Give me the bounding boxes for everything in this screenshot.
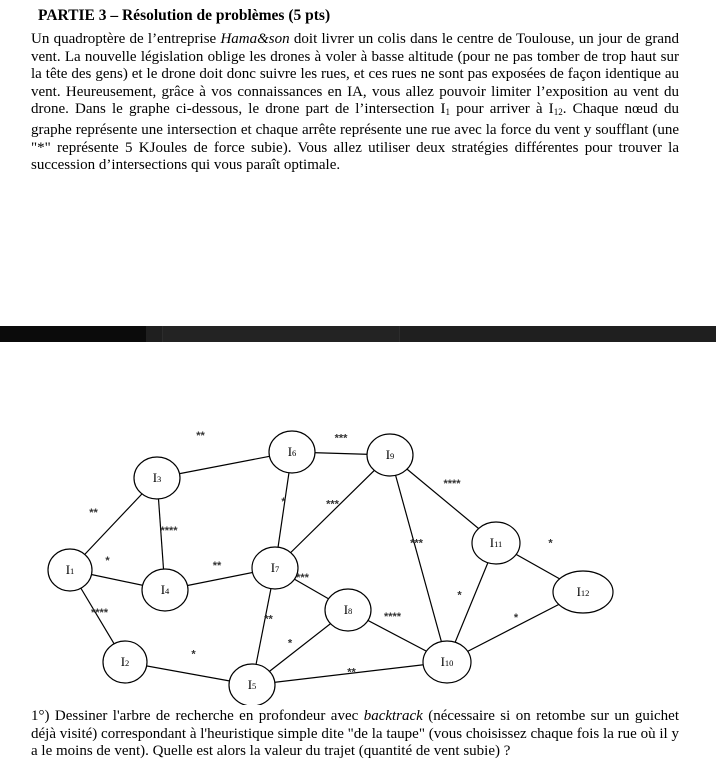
node-label-base: I [385, 447, 391, 462]
edge-weight-i4-i7: ** [212, 560, 222, 572]
node-label-base: I [247, 677, 253, 692]
intro-text-2: doit livrer un colis dans le centre de Toulouse, un jour de grand vent. La nouvelle législation oblige les drones à voler à basse altitude (pour ne pas tomber de trop haut sur la tête des gens) et le drone doit donc suivre les rues, et ces rues ne sont pas exposées de façon identique au vent. Heureusement, grâce à vos connaissances en IA, vous allez pouvoir limiter l’exposition au vent du drone. Dans le graphe ci-dessous, le drone part de l’intersection I [31, 31, 680, 118]
edge-weight-i7-i9: *** [326, 498, 339, 511]
node-label-subscript: 12 [580, 588, 590, 598]
end-node-subscript: 12 [553, 107, 563, 118]
nodes-layer [48, 431, 613, 705]
dark-overlay-band [0, 326, 716, 342]
node-i5 [229, 664, 275, 705]
node-i10 [423, 641, 471, 683]
node-label-base: I [120, 654, 126, 669]
band-middle-segment [162, 326, 400, 342]
node-label-subscript: 6 [292, 448, 297, 458]
node-label-base: I [270, 560, 276, 575]
node-label-subscript: 8 [348, 606, 353, 616]
edge-weight-i8-i10: **** [383, 611, 402, 623]
node-label-subscript: 5 [252, 681, 257, 691]
company-name: Hama&son [220, 31, 290, 47]
band-left-segment [0, 326, 146, 342]
question-text-1: 1°) Dessiner l'arbre de recherche en profondeur avec [31, 708, 364, 724]
node-label-subscript: 9 [390, 451, 395, 461]
node-label-base: I [343, 602, 349, 617]
node-i3 [134, 457, 180, 499]
node-label-base: I [576, 584, 581, 599]
question-term: backtrack [363, 708, 423, 724]
node-i6 [269, 431, 315, 473]
edge-weight-i6-i9: *** [334, 432, 348, 445]
question-text-2: (nécessaire si on retombe sur un guichet déjà visité) correspondant à l'heuristique simple dite "de la taupe" (vous choisissez chaque fois la rue où il y a le moins de vent). Quelle est alors la valeur du trajet (quantité de vent subie) ? [31, 708, 679, 760]
edge-weight-i6-i7: * [281, 496, 286, 508]
problem-statement [31, 31, 679, 175]
edge-weight-i5-i8: * [287, 637, 293, 650]
node-label-subscript: 7 [275, 564, 280, 574]
edge-weight-i9-i11: **** [443, 478, 461, 490]
node-label-subscript: 3 [157, 474, 162, 484]
node-label-subscript: 2 [125, 658, 130, 668]
edge-weight-i7-i5: ** [264, 613, 273, 626]
node-label-subscript: 4 [165, 586, 170, 596]
edge-weight-i5-i10: ** [347, 666, 356, 679]
question-1 [31, 708, 679, 761]
intro-text-3: pour arriver à I [450, 101, 554, 118]
node-label-base: I [287, 444, 293, 459]
edge-i9-i10 [390, 455, 447, 662]
edge-weight-i11-i10: * [457, 589, 462, 602]
node-label-base: I [65, 562, 71, 577]
node-label-subscript: 11 [494, 539, 503, 549]
edge-weight-i10-i12: * [513, 612, 519, 624]
intersection-graph [0, 400, 716, 705]
edge-weight-i3-i6: ** [196, 430, 205, 442]
node-i8 [325, 589, 371, 631]
node-i7 [252, 547, 298, 589]
node-label-subscript: 10 [444, 658, 454, 668]
node-label-base: I [152, 470, 158, 485]
node-label-subscript: 1 [70, 566, 75, 576]
node-i1 [48, 549, 92, 591]
node-i2 [103, 641, 147, 683]
node-label-base: I [489, 535, 495, 550]
edge-weight-i1-i4: * [105, 555, 110, 567]
node-i9 [367, 434, 413, 476]
start-node-subscript: 1 [445, 107, 451, 118]
edge-weight-i3-i4: **** [160, 525, 178, 537]
node-i12 [553, 571, 613, 613]
edge-weight-i1-i2: **** [90, 607, 109, 619]
node-label-base: I [160, 582, 166, 597]
intro-text-1: Un quadroptère de l’entreprise [31, 31, 221, 47]
edge-weight-i7-i8: *** [296, 572, 309, 584]
edge-weight-i9-i10: *** [410, 537, 423, 550]
edge-weight-i11-i12: * [548, 537, 553, 550]
intro-text-4: . Chaque nœud du graphe représente une intersection et chaque arrête représente une rue avec la force du vent y soufflant (une "*" représente 5 KJoules de force subie). Vous allez utiliser deux stratégies différentes pour trouver la succession d’intersections qui vous paraît optimale. [31, 101, 679, 174]
section-title: PARTIE 3 – Résolution de problèmes (5 pts) [38, 7, 331, 24]
node-i11 [472, 522, 520, 564]
edge-weight-i2-i5: * [191, 648, 196, 661]
node-label-base: I [440, 654, 445, 669]
node-i4 [142, 569, 188, 611]
edge-weight-i1-i3: ** [89, 507, 98, 519]
